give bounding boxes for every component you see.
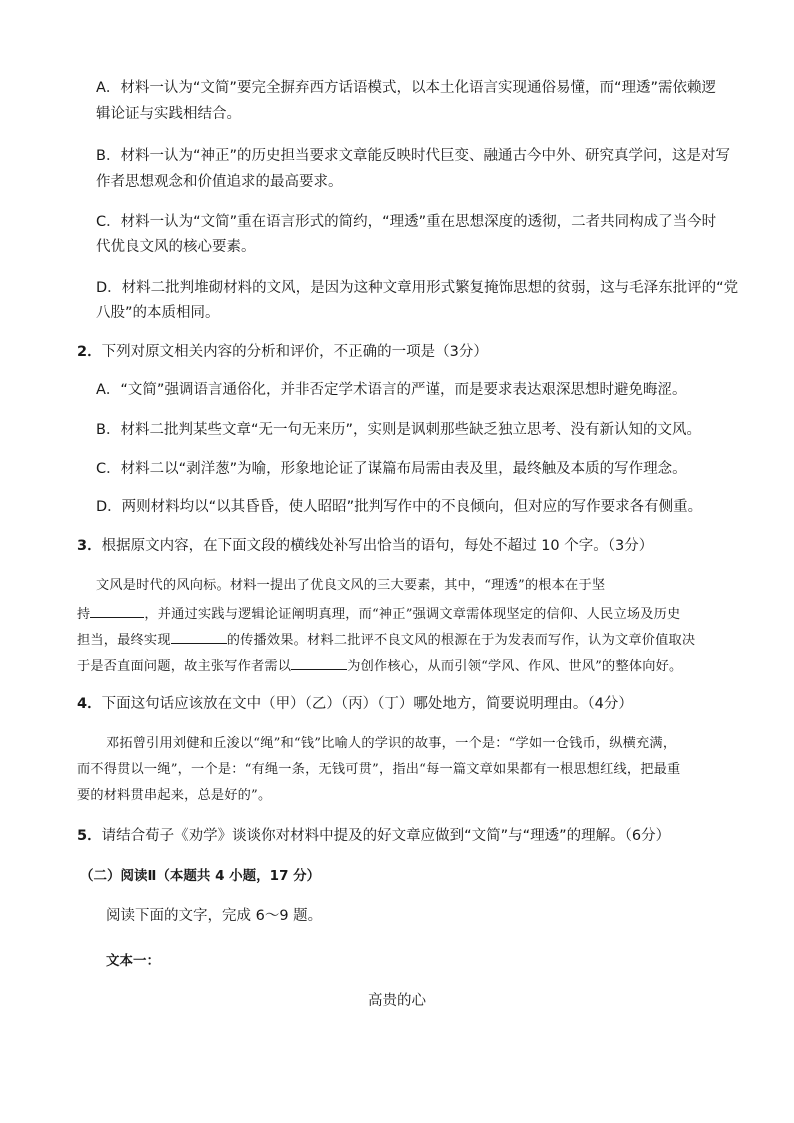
q3-passage-line3 [77,629,695,651]
q5-stem [77,826,670,846]
q4-passage-line3: 要的材料贯串起来，总是好的”。 [77,788,272,803]
q3-stem-text: 根据原文内容，在下面文段的横线处补写出恰当的语句，每处不超过 10 个字。（3分） [101,538,654,554]
q3-passage-text: ，并通过实践与逻辑论证阐明真理，而“神正”强调文章需体现坚定的信仰、人民立场及历史 [144,607,681,622]
q4-stem-text: 下面这句话应该放在文中（甲）（乙）（丙）（丁）哪处地方，简要说明理由。（4分） [101,696,633,712]
q3-passage-line2 [77,603,680,625]
text-label: 文本一： [106,953,160,969]
q1-option-c-line1: C．材料一认为“文简”重在语言形式的简约，“理透”重在思想深度的透彻，二者共同构成了当今时 [96,214,717,230]
q2-option-c: C．材料二以“剥洋葱”为喻，形象地论证了谋篇布局需由表及里，最终触及本质的写作理念。 [96,461,687,477]
q2-option-b: B．材料二批判某些文章“无一句无来历”，实则是讽刺那些缺乏独立思考、没有新认知的文风。 [96,422,701,438]
q3-passage-text: 于是否直面问题，故主张写作者需以 [77,659,292,674]
q1-option-a-line1: A．材料一认为“文简”要完全摒弃西方话语模式，以本土化语言实现通俗易懂，而“理透”需依赖逻 [96,80,716,96]
section-heading: （二）阅读Ⅱ（本题共 4 小题，17 分） [80,868,321,884]
section-instruction: 阅读下面的文字，完成 6～9 题。 [106,908,323,924]
q3-passage-text: 为创作核心，从而引领“学风、作风、世风”的整体向好。 [347,659,683,674]
q5-stem-text: 请结合荀子《劝学》谈谈你对材料中提及的好文章应做到“文简”与“理透”的理解。（6分） [101,828,671,844]
q3-passage-text: 持 [77,607,91,622]
article-title: 高贵的心 [368,993,426,1009]
q3-stem [77,536,653,556]
q1-option-d-line2: 八股”的本质相同。 [96,305,220,321]
q4-number: 4． [77,696,102,712]
q2-stem-text: 下列对原文相关内容的分析和评价，不正确的一项是（3分） [101,344,488,360]
q5-number: 5． [77,828,102,844]
answer-blank-1[interactable] [90,603,144,618]
q1-option-a-line2: 辑论证与实践相结合。 [96,106,241,122]
answer-blank-3[interactable] [291,655,347,670]
q3-passage-line1: 文风是时代的风向标。材料一提出了优良文风的三大要素，其中，“理透”的根本在于坚 [96,578,606,593]
q2-option-d: D．两则材料均以“以其昏昏，使人昭昭”批判写作中的不良倾向，但对应的写作要求各有侧重。 [96,499,703,515]
q4-stem [77,694,633,714]
q1-option-b-line1: B．材料一认为“神正”的历史担当要求文章能反映时代巨变、融通古今中外、研究真学问，这是对写 [96,148,730,164]
q3-number: 3． [77,538,102,554]
answer-blank-2[interactable] [171,629,227,644]
q4-passage-line2: 而不得贯以一绳”，一个是：“有绳一条，无钱可贯”，指出“每一篇文章如果都有一根思想红线，把最重 [77,762,681,777]
q3-passage-text: 担当，最终实现 [77,633,171,648]
q4-passage-line1: 邓拓曾引用刘健和丘浚以“绳”和“钱”比喻人的学识的故事，一个是：“学如一仓钱币，纵横充满， [106,736,677,751]
q2-option-a: A．“文简”强调语言通俗化，并非否定学术语言的严谨，而是要求表达艰深思想时避免晦涩。 [96,382,687,398]
q3-passage-text: 的传播效果。材料二批评不良文风的根源在于为发表而写作，认为文章价值取决 [226,633,696,648]
q1-option-d-line1: D．材料二批判堆砌材料的文风，是因为这种文章用形式繁复掩饰思想的贫弱，这与毛泽东批评的“党 [96,280,739,296]
q3-passage-line4 [77,655,682,677]
q2-number: 2． [77,344,102,360]
q1-option-b-line2: 作者思想观念和价值追求的最高要求。 [96,174,343,190]
q2-stem [77,342,488,362]
q1-option-c-line2: 代优良文风的核心要素。 [96,239,256,255]
